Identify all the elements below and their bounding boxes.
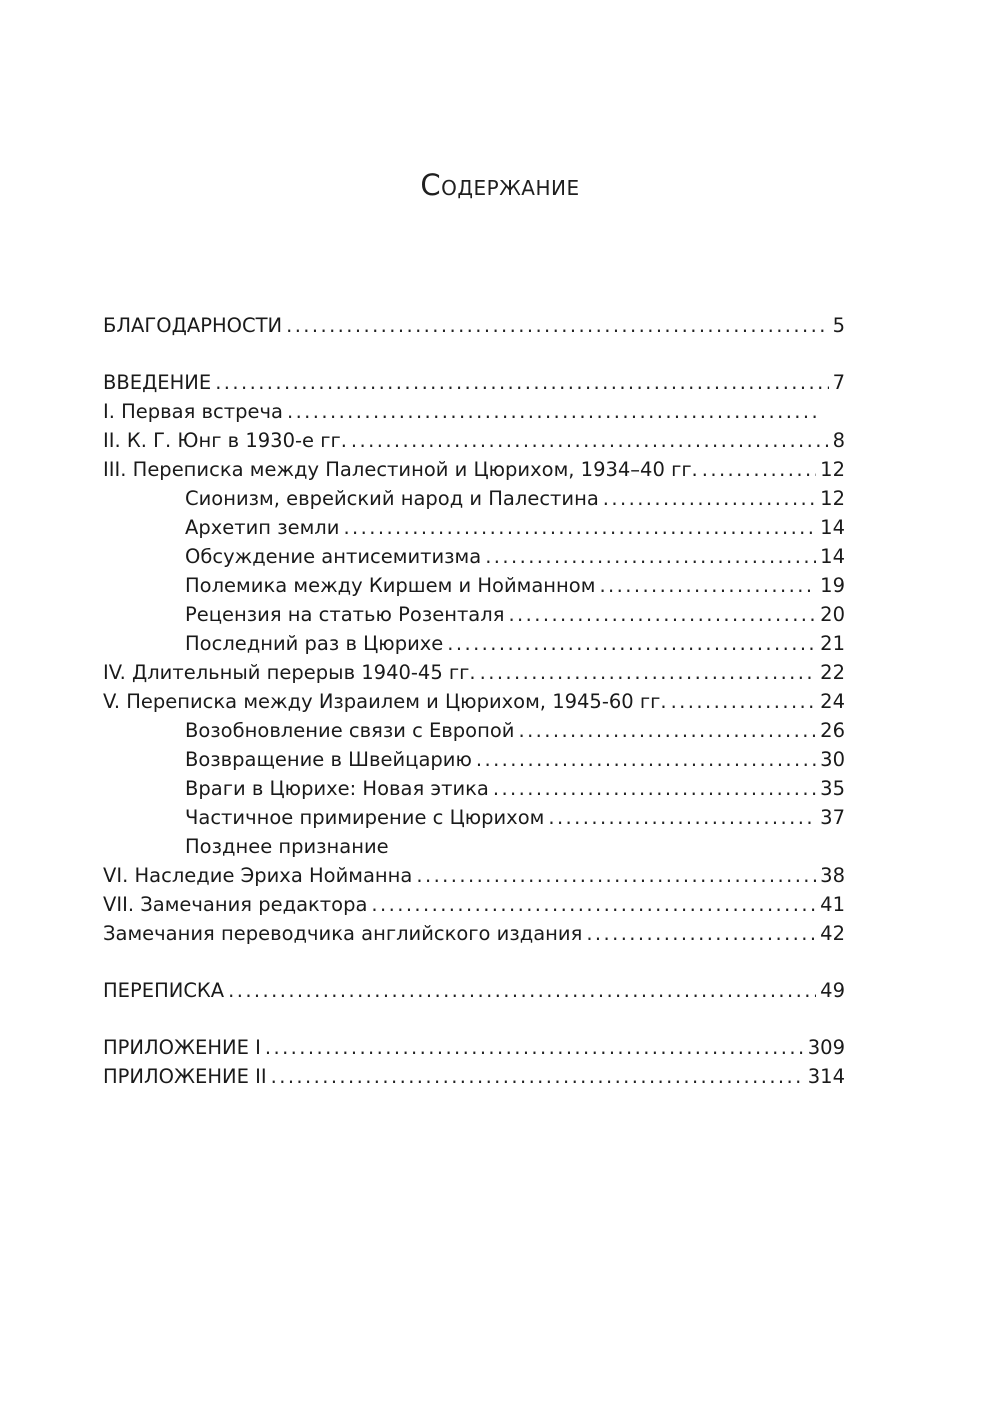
toc-entry-page: 41: [820, 893, 845, 916]
toc-subentry-antisemitism[interactable]: [103, 542, 845, 571]
dot-leader: [343, 513, 816, 542]
toc-entry-appendix-2[interactable]: [103, 1062, 845, 1091]
dot-leader: [371, 890, 816, 919]
toc-entry-page: 8: [832, 429, 845, 452]
toc-entry-page: 22: [820, 661, 845, 684]
toc-entry-label: Рецензия на статью Розенталя: [185, 603, 505, 626]
toc-entry-label: III. Переписка между Палестиной и Цюрихом, 1934–40 гг.: [103, 458, 698, 481]
toc-entry-introduction[interactable]: [103, 368, 845, 397]
toc-entry-label: ПРИЛОЖЕНИЕ I: [103, 1036, 261, 1059]
toc-entry-page: 37: [820, 806, 845, 829]
toc-entry-label: VII. Замечания редактора: [103, 893, 368, 916]
toc-entry-page: 35: [820, 777, 845, 800]
dot-leader: [493, 774, 816, 803]
toc-subentry-last-time-zurich[interactable]: [103, 629, 845, 658]
dot-leader: [603, 484, 816, 513]
toc-entry-appendix-1[interactable]: [103, 1033, 845, 1062]
toc-entry-page: 49: [820, 979, 845, 1002]
toc-entry-translator-notes[interactable]: [103, 919, 845, 948]
dot-leader: [586, 919, 816, 948]
toc-subentry-land-archetype[interactable]: [103, 513, 845, 542]
toc-entry-label: Возвращение в Швейцарию: [185, 748, 472, 771]
toc-entry-label: Архетип земли: [185, 516, 340, 539]
toc-subentry-zionism[interactable]: [103, 484, 845, 513]
dot-leader: [215, 368, 828, 397]
toc-entry-label: ВВЕДЕНИЕ: [103, 371, 212, 394]
page-title: Содержание: [420, 168, 580, 202]
dot-leader: [671, 687, 817, 716]
toc-entry-label: БЛАГОДАРНОСТИ: [103, 314, 283, 337]
toc-entry-page: 24: [820, 690, 845, 713]
toc-entry-label: Возобновление связи с Европой: [185, 719, 515, 742]
toc-entry-label: VI. Наследие Эриха Нойманна: [103, 864, 413, 887]
toc-entry-label: I. Первая встреча: [103, 400, 283, 423]
toc-entry-page: 12: [820, 487, 845, 510]
dot-leader: [287, 397, 819, 426]
dot-leader: [508, 600, 816, 629]
toc-subentry-late-recognition[interactable]: [103, 832, 845, 861]
toc-subentry-review[interactable]: [103, 600, 845, 629]
toc-entry-editor-notes[interactable]: [103, 890, 845, 919]
toc-subentry-enemies-zurich[interactable]: [103, 774, 845, 803]
toc-entry-page: 309: [807, 1036, 845, 1059]
toc-entry-first-meeting[interactable]: [103, 397, 845, 426]
dot-leader: [271, 1062, 804, 1091]
toc-subentry-return-switzerland[interactable]: [103, 745, 845, 774]
dot-leader: [599, 571, 816, 600]
dot-leader: [480, 658, 817, 687]
dot-leader: [286, 311, 828, 340]
toc-entry-label: Враги в Цюрихе: Новая этика: [185, 777, 489, 800]
toc-subentry-europe-renewal[interactable]: [103, 716, 845, 745]
toc-entry-label: Сионизм, еврейский народ и Палестина: [185, 487, 599, 510]
toc-entry-page: 42: [820, 922, 845, 945]
toc-entry-page: 5: [832, 314, 845, 337]
toc-entry-label: Последний раз в Цюрихе: [185, 632, 444, 655]
toc-entry-label: ПРИЛОЖЕНИЕ II: [103, 1065, 267, 1088]
toc-entry-label: ПЕРЕПИСКА: [103, 979, 225, 1002]
toc-entry-page: 14: [820, 545, 845, 568]
toc-entry-correspondence[interactable]: [103, 976, 845, 1005]
toc-entry-long-break[interactable]: [103, 658, 845, 687]
toc-entry-page: 38: [820, 864, 845, 887]
dot-leader: [702, 455, 816, 484]
toc-entry-label: Обсуждение антисемитизма: [185, 545, 482, 568]
toc-entry-page: 14: [820, 516, 845, 539]
table-of-contents: [103, 311, 845, 1091]
toc-entry-label: II. К. Г. Юнг в 1930-е гг.: [103, 429, 347, 452]
toc-entry-page: 21: [820, 632, 845, 655]
toc-entry-neumann-legacy[interactable]: [103, 861, 845, 890]
dot-leader: [485, 542, 816, 571]
toc-entry-page: 20: [820, 603, 845, 626]
toc-entry-page: 26: [820, 719, 845, 742]
toc-entry-label: Позднее признание: [185, 835, 389, 858]
dot-leader: [447, 629, 816, 658]
dot-leader: [265, 1033, 804, 1062]
dot-leader: [228, 976, 816, 1005]
toc-entry-palestine-zurich[interactable]: [103, 455, 845, 484]
toc-entry-label: Полемика между Киршем и Нойманном: [185, 574, 596, 597]
toc-subentry-partial-reconciliation[interactable]: [103, 803, 845, 832]
dot-leader: [416, 861, 816, 890]
toc-entry-label: Частичное примирение с Цюрихом: [185, 806, 545, 829]
dot-leader: [518, 716, 816, 745]
toc-entry-page: 30: [820, 748, 845, 771]
toc-entry-page: 12: [820, 458, 845, 481]
toc-subentry-polemic[interactable]: [103, 571, 845, 600]
dot-leader: [548, 803, 816, 832]
toc-entry-label: Замечания переводчика английского издания: [103, 922, 583, 945]
toc-entry-page: 7: [832, 371, 845, 394]
toc-entry-label: V. Переписка между Израилем и Цюрихом, 1945-60 гг.: [103, 690, 667, 713]
dot-leader: [476, 745, 816, 774]
toc-entry-label: IV. Длительный перерыв 1940-45 гг.: [103, 661, 476, 684]
dot-leader: [351, 426, 829, 455]
toc-entry-israel-zurich[interactable]: [103, 687, 845, 716]
toc-entry-page: 314: [807, 1065, 845, 1088]
toc-entry-acknowledgements[interactable]: [103, 311, 845, 340]
toc-entry-jung-1930s[interactable]: [103, 426, 845, 455]
toc-entry-page: 19: [820, 574, 845, 597]
